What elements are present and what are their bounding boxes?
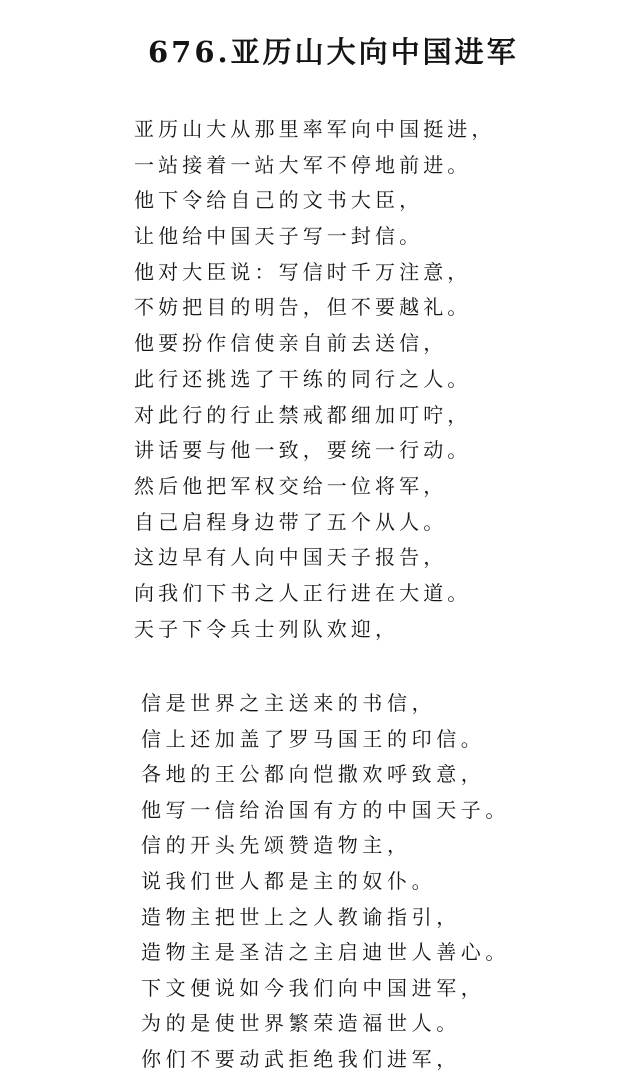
poem-stanza-1 [134,112,496,647]
poem-line: 然后他把军权交给一位将军， [134,473,448,498]
poem-line: 下文便说如今我们向中国进军， [141,975,486,1000]
poem-line: 一站接着一站大军不停地前进。 [134,152,472,177]
poem-line: 你们不要动武拒绝我们进军， [141,1046,461,1071]
poem-line: 他要扮作信使亲自前去送信， [134,331,448,356]
poem-stanza-2 [141,686,510,1078]
poem-line: 此行还挑选了干练的同行之人。 [134,366,472,391]
poem-line: 造物主把世上之人教谕指引， [141,904,461,929]
poem-line: 为的是使世界繁荣造福世人。 [141,1011,461,1036]
poem-line: 不妨把目的明告，但不要越礼。 [134,295,472,320]
poem-line: 信上还加盖了罗马国王的印信。 [141,726,486,751]
poem-line: 他下令给自己的文书大臣， [134,188,424,213]
poem-line: 各地的王公都向恺撒欢呼致意， [141,762,486,787]
poem-line: 他对大臣说：写信时千万注意， [134,259,472,284]
poem-line: 说我们世人都是主的奴仆。 [141,868,437,893]
poem-line: 向我们下书之人正行进在大道。 [134,580,472,605]
poem-line: 这边早有人向中国天子报告， [134,545,448,570]
poem-line: 他写一信给治国有方的中国天子。 [141,797,510,822]
poem-line: 对此行的行止禁戒都细加叮咛， [134,402,472,427]
poem-title: 676.亚历山大向中国进军 [148,35,519,69]
poem-line: 自己启程身边带了五个从人。 [134,509,448,534]
poem-line: 天子下令兵士列队欢迎， [134,616,400,641]
poem-line: 亚历山大从那里率军向中国挺进， [134,117,496,141]
poem-line: 让他给中国天子写一封信。 [134,224,424,249]
poem-line: 信的开头先颂赞造物主， [141,833,412,858]
poem-line: 讲话要与他一致，要统一行动。 [134,438,472,463]
poem-line: 信是世界之主送来的书信， [141,691,437,715]
poem-line: 造物主是圣洁之主启迪世人善心。 [141,940,510,965]
